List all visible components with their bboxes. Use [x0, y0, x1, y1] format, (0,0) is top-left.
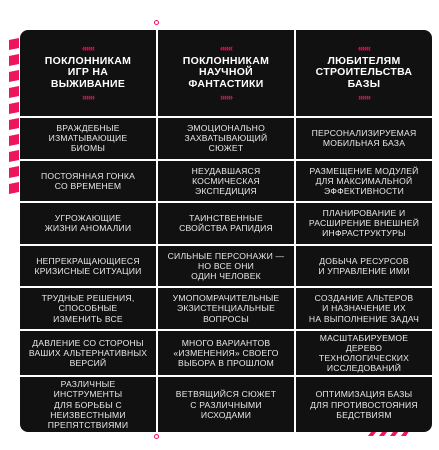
column-header-title: НАУЧНОЙ ФАНТАСТИКИ — [188, 66, 264, 91]
table-cell: СОЗДАНИЕ АЛЬТЕРОВ И НАЗНАЧЕНИЕ ИХ НА ВЫПОЛНЕНИЕ ЗАДАЧ — [296, 288, 432, 329]
table-cell: ТРУДНЫЕ РЕШЕНИЯ, СПОСОБНЫЕ ИЗМЕНИТЬ ВСЕ — [20, 288, 156, 329]
column-header — [158, 30, 294, 116]
table-cell: ПЕРСОНАЛИЗИРУЕМАЯ МОБИЛЬНАЯ БАЗА — [296, 118, 432, 159]
table-cell: МНОГО ВАРИАНТОВ «ИЗМЕНЕНИЯ» СВОЕГО ВЫБОРА В ПРОШЛОМ — [158, 331, 294, 376]
column-header-prefix: ЛЮБИТЕЛЯМ — [327, 55, 401, 68]
table-cell: ВРАЖДЕБНЫЕ ИЗМАТЫВАЮЩИЕ БИОМЫ — [20, 118, 156, 159]
chevrons-icon: ««« — [81, 43, 95, 54]
table-cell: ПЛАНИРОВАНИЕ И РАСШИРЕНИЕ ВНЕШНЕЙ ИНФРАСТРУКТУРЫ — [296, 203, 432, 244]
table-cell: ОПТИМИЗАЦИЯ БАЗЫ ДЛЯ ПРОТИВОСТОЯНИЯ БЕДСТВИЯМ — [296, 377, 432, 432]
comparison-table — [20, 30, 432, 432]
table-cell: ДОБЫЧА РЕСУРСОВ И УПРАВЛЕНИЕ ИМИ — [296, 246, 432, 287]
table-cell: МАСШТАБИРУЕМОЕ ДЕРЕВО ТЕХНОЛОГИЧЕСКИХ ИССЛЕДОВАНИЙ — [296, 331, 432, 376]
column-header — [20, 30, 156, 116]
table-cell: УГРОЖАЮЩИЕ ЖИЗНИ АНОМАЛИИ — [20, 203, 156, 244]
table-cell: ДАВЛЕНИЕ СО СТОРОНЫ ВАШИХ АЛЬТЕРНАТИВНЫХ ВЕРСИЙ — [20, 331, 156, 376]
circle-dot-decoration — [154, 20, 159, 25]
column-header-title: СТРОИТЕЛЬСТВА БАЗЫ — [315, 66, 413, 91]
column-header-prefix: ПОКЛОННИКАМ — [44, 55, 132, 68]
table-cell: ЭМОЦИОНАЛЬНО ЗАХВАТЫВАЮЩИЙ СЮЖЕТ — [158, 118, 294, 159]
table-cell: ПОСТОЯННАЯ ГОНКА СО ВРЕМЕНЕМ — [20, 161, 156, 202]
chevrons-icon: »»» — [81, 91, 95, 102]
chevrons-icon: »»» — [357, 91, 371, 102]
table-cell: ВЕТВЯЩИЙСЯ СЮЖЕТ С РАЗЛИЧНЫМИ ИСХОДАМИ — [158, 377, 294, 432]
chevrons-icon: ««« — [219, 43, 233, 54]
chevrons-icon: ««« — [357, 43, 371, 54]
table-cell: РАЗЛИЧНЫЕ ИНСТРУМЕНТЫ ДЛЯ БОРЬБЫ С НЕИЗВЕСТНЫМИ ПРЕПЯТСТВИЯМИ — [20, 377, 156, 432]
column-header-prefix: ПОКЛОННИКАМ — [182, 55, 270, 68]
table-cell: ТАИНСТВЕННЫЕ СВОЙСТВА РАПИДИЯ — [158, 203, 294, 244]
table-cell: НЕПРЕКРАЩАЮЩИЕСЯ КРИЗИСНЫЕ СИТУАЦИИ — [20, 246, 156, 287]
diagonal-stripes-decoration — [7, 38, 21, 198]
column-header — [296, 30, 432, 116]
table-cell: СИЛЬНЫЕ ПЕРСОНАЖИ — НО ВСЕ ОНИ ОДИН ЧЕЛОВЕК — [158, 246, 294, 287]
circle-dot-decoration — [154, 434, 159, 439]
chevrons-icon: »»» — [219, 91, 233, 102]
table-cell: НЕУДАВШАЯСЯ КОСМИЧЕСКАЯ ЭКСПЕДИЦИЯ — [158, 161, 294, 202]
table-cell: УМОПОМРАЧИТЕЛЬНЫЕ ЭКЗИСТЕНЦИАЛЬНЫЕ ВОПРОСЫ — [158, 288, 294, 329]
column-header-title: ИГР НА ВЫЖИВАНИЕ — [50, 66, 126, 91]
table-cell: РАЗМЕЩЕНИЕ МОДУЛЕЙ ДЛЯ МАКСИМАЛЬНОЙ ЭФФЕКТИВНОСТИ — [296, 161, 432, 202]
